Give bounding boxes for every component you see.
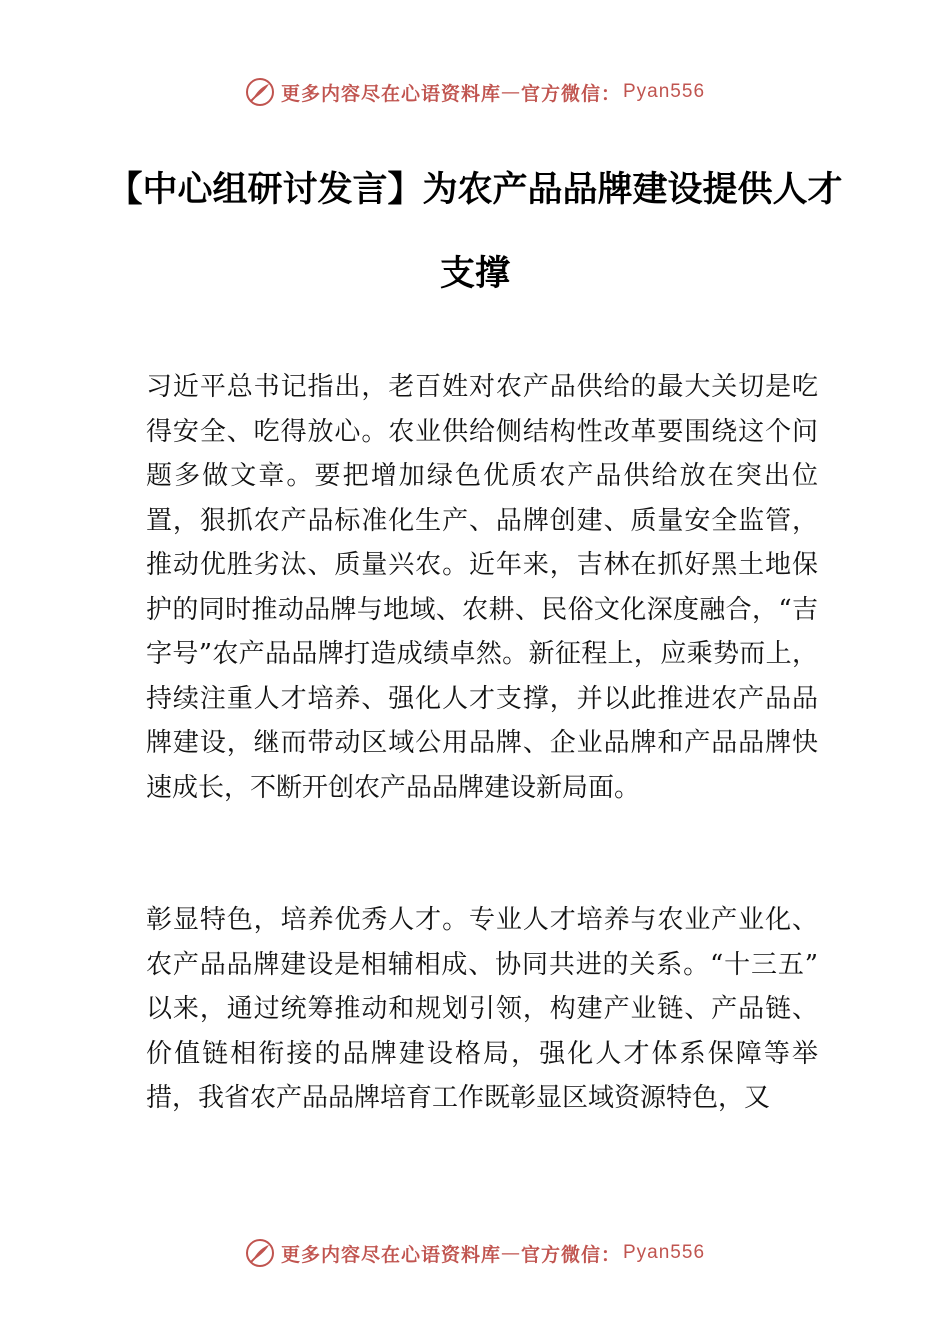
document-title: 【中心组研讨发言】为农产品品牌建设提供人才支撑 xyxy=(107,170,843,294)
wechat-label: 官方微信： xyxy=(520,1243,621,1266)
wechat-id: Pyan556 xyxy=(623,1242,706,1263)
banner-separator: — xyxy=(500,81,521,103)
body-paragraph: 习近平总书记指出，老百姓对农产品供给的最大关切是吃得安全、吃得放心。农业供给侧结构性改革要围绕这个问题多做文章。要把增加绿色优质农产品供给放在突出位置，狠抓农产品标准化生产、品牌创建、质量安全监管，推动优胜劣汰、质量兴农。近年来，吉林在抓好黑土地保护的同时推动品牌与地域、农耕、民俗文化深度融合，“吉字号”农产品品牌打造成绩卓然。新征程上，应乘势而上，持续注重人才培养、强化人才支撑，并以此推进农产品品牌建设，继而带动区域公用品牌、企业品牌和产品品牌快速成长，不断开创农产品品牌建设新局面。 xyxy=(146,372,818,803)
banner-separator: — xyxy=(500,1242,521,1264)
header-banner xyxy=(0,72,950,112)
footer-banner xyxy=(0,1233,950,1273)
site-name: 更多内容尽在心语资料库 xyxy=(280,1243,501,1266)
feather-pen-logo-icon xyxy=(245,77,275,107)
wechat-label: 官方微信： xyxy=(520,82,621,105)
body-paragraph: 彰显特色，培养优秀人才。专业人才培养与农业产业化、农产品品牌建设是相辅相成、协同共进的关系。“十三五” 以来，通过统筹推动和规划引领，构建产业链、产品链、价值链相衔接的品牌建设格局，强化人才体系保障等举措，我省农产品品牌培育工作既彰显区域资源特色，又 xyxy=(146,905,818,1113)
site-name: 更多内容尽在心语资料库 xyxy=(280,82,501,105)
wechat-id: Pyan556 xyxy=(623,81,706,102)
feather-pen-logo-icon xyxy=(245,1238,275,1268)
